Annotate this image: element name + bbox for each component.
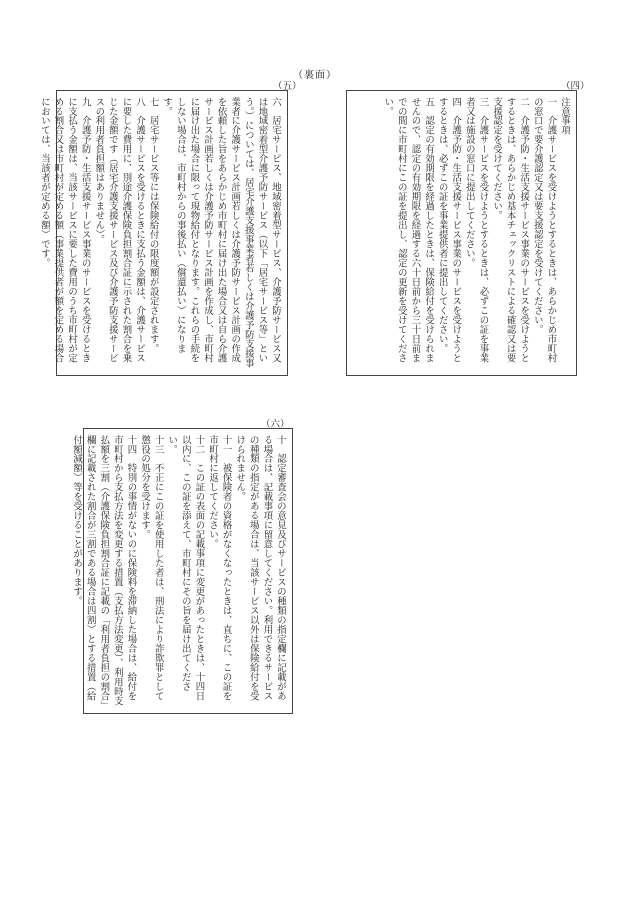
section-number-4: （四） (561, 81, 590, 92)
notes-box-5 (38, 90, 288, 376)
notes-text-5: 六 居宅サービス、地域密着型サービス、介護予防サービス又は地域密着型介護予防サービス（以下「居宅サービス等」という。）については、居宅介護支援事業者若しくは介護予防支援事業者に介護サービス計画若しくは介護予防サービス計画の作成を依頼した旨をあらかじめ市町村に届け出た場合又は自ら介護サービス計画若しくは介護予防サービス計画を作成し、市町村に届け出た場合に限って現物給付となります。これらの手続をしない場合は、市町村からの事後払い（償還払い）になります。 七 居宅サービス等には保険給付の限度額が設定されます。 八 介護サービスを受けるときに支払う金額は、介護サービスに要した費用に、別途介護保険負担割合証に示された割合を乗じた金額です（居宅介護支援サービス及び介護予防支援サービスの利用者負担額はありません）。 九 介護予防・生活支援サービス事業のサービスを受けるときに支払う金額は、当該サービスに要した費用のうち市町村が定める割合又は市町村が定める額（事業提供者が額を定める場合においては、当該者が定める額）です。 (38, 97, 281, 368)
notes-text-6: 十 認定審査会の意見及びサービスの種類の指定欄に記載がある場合は、記載事項に留意してください。利用できるサービスの種類の指定がある場合は、当該サービス以外は保険給付を受けられません。 十一 被保険者の資格がなくなったときは、直ちに、この証を市町村に返してください。 十二 この証の表面の記載事項に変更があったときは、十四日以内に、この証を添えて、市町村にその旨を届け出てください。 十三 不正にこの証を使用した者は、刑法により詐欺罪として懲役の処分を受けます。 十四 特別の事情がないのに保険料を滞納した場合は、給付を市町村から支払方法を変更する措置（支払方法変更）、利用時支払額を三割（介護保険負担割合証に記載の「利用者負担の割合」欄に記載された割合が三割である場合は四割）とする措置（給付額減額）等を受けることがあります。 (71, 435, 286, 706)
section-number-5: （五） (273, 81, 302, 92)
notes-box-6 (71, 428, 293, 714)
notes-box-4 (346, 90, 577, 376)
section-number-6: （六） (261, 419, 290, 430)
notes-text-4: 注意事項 一 介護サービスを受けようとするときは、あらかじめ市町村の窓口で要介護認定又は要支援認定を受けてください。 二 介護予防・生活支援サービス事業のサービスを受けようとするときは、あらかじめ基本チェックリストによる確認又は要支援認定を受けてください。 三 介護サービスを受けようとするときは、必ずこの証を事業者又は施設の窓口に提出してください。 四 介護予防・生活支援サービス事業のサービスを受けようとするときは、必ずこの証を事業提供者に提出してください。 五 認定の有効期限を経過したときは、保険給付を受けられませんので、認定の有効期限を経過する六十日前から三十日前までの間に市町村にこの証を提出し、認定の更新を受けてください。 (382, 97, 570, 363)
page-title: （裏面） (293, 70, 337, 81)
